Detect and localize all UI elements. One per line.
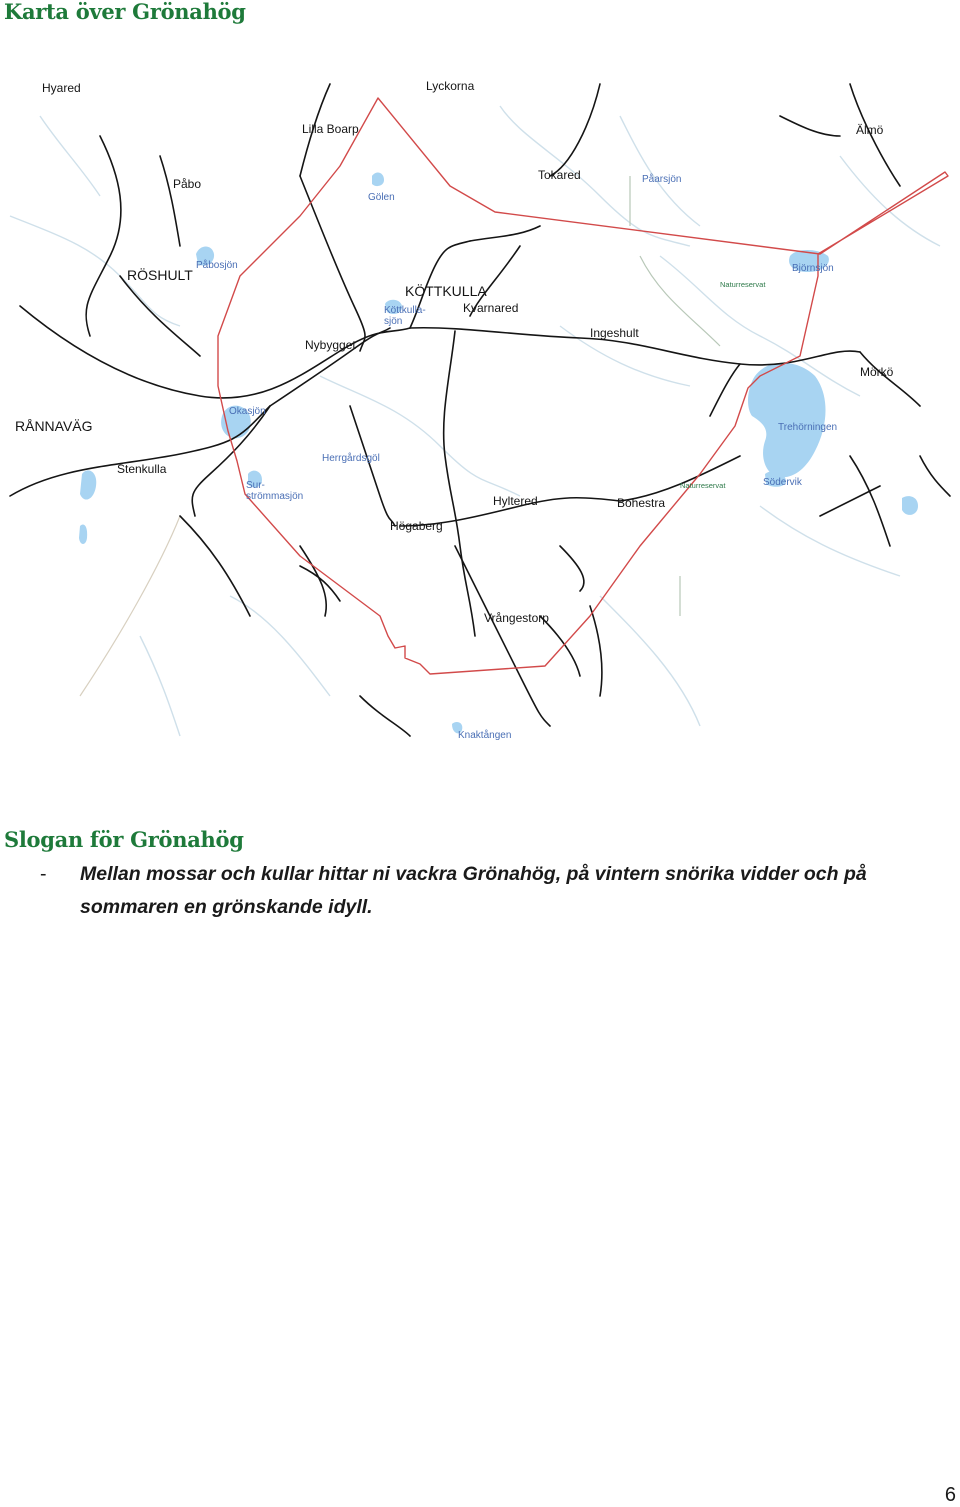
road <box>780 116 840 136</box>
map-label-tokared: Tokared <box>538 168 581 182</box>
road <box>540 616 580 676</box>
lake-golen <box>372 173 384 187</box>
map-label-golen: Gölen <box>368 192 395 203</box>
road <box>560 546 584 591</box>
road <box>455 546 550 726</box>
road <box>590 606 602 696</box>
map-label-kvarnared: Kvarnared <box>463 301 519 315</box>
map-label-sur-strommasjon: Sur-strömmasjön <box>246 480 304 502</box>
map-label-okasjon: Okasjön <box>229 406 266 417</box>
road <box>710 364 740 416</box>
stream <box>230 596 330 696</box>
lake-east <box>902 496 918 515</box>
road <box>470 226 540 241</box>
map-label-knaktangen: Knaktången <box>458 730 512 741</box>
map-label-hyared: Hyared <box>42 81 81 95</box>
list-bullet: - <box>40 863 47 885</box>
road <box>920 456 950 496</box>
road <box>300 176 365 351</box>
lake-trehorningen <box>748 363 825 477</box>
stream <box>320 376 520 496</box>
map-label-stenkulla: Stenkulla <box>117 462 167 476</box>
map-label-naturreservat-2: Naturreservat <box>680 481 726 490</box>
map-label-rannavag: RÅNNAVÄG <box>15 418 93 434</box>
map-label-morko: Mörkö <box>860 365 894 379</box>
lake-west-2 <box>79 525 87 545</box>
road <box>360 696 410 736</box>
map-label-trehorningen: Trehörningen <box>778 422 838 433</box>
map-label-kottkulla-sjon: Köttkulla-sjön <box>384 305 426 327</box>
map-label-hyltered: Hyltered <box>493 494 538 508</box>
map-title: Karta över Grönahög <box>4 0 246 24</box>
road <box>444 331 475 636</box>
map-label-vrangestorp: Vrångestorp <box>484 611 549 625</box>
map-label-lyckorna: Lyckorna <box>426 79 475 93</box>
road <box>620 456 740 501</box>
map-label-pabo: Påbo <box>173 177 202 191</box>
map-label-sodervik: Södervik <box>763 477 802 488</box>
map-label-nybygget: Nybygget <box>305 338 356 352</box>
stream <box>140 636 180 736</box>
road <box>86 136 121 336</box>
road <box>550 84 600 176</box>
map-water <box>79 173 918 734</box>
road <box>350 406 395 526</box>
stream <box>600 596 700 726</box>
map-label-hogaberg: Högaberg <box>390 519 443 533</box>
page-number: 6 <box>944 1484 956 1506</box>
map-figure <box>0 76 960 746</box>
map-label-almo: Älmö <box>856 123 884 137</box>
map-label-bjornsjon: Björnsjön <box>792 263 834 274</box>
road <box>860 352 920 406</box>
map-label-paarsjon: Påarsjön <box>642 174 682 185</box>
map-label-bohestra: Bohestra <box>617 496 666 510</box>
road <box>850 456 890 546</box>
grönahög-map <box>0 76 960 746</box>
lake-west-1 <box>80 470 96 499</box>
road <box>820 486 880 516</box>
stream <box>640 256 720 346</box>
map-label-kottkulla: KÖTTKULLA <box>405 283 487 299</box>
map-label-herrgardsgol: Herrgårdsgöl <box>322 453 380 464</box>
road <box>160 156 180 246</box>
stream <box>40 116 100 196</box>
slogan-text: Mellan mossar och kullar hittar ni vackra Grönahög, på vintern snörika vidder och på sommaren en grönskande idyll. <box>80 863 867 918</box>
map-label-pabosjon: Påbosjön <box>196 260 238 271</box>
map-label-ingeshult: Ingeshult <box>590 326 639 340</box>
map-label-roshult: RÖSHULT <box>127 267 193 283</box>
slogan-title: Slogan för Grönahög <box>4 827 244 852</box>
stream <box>620 116 700 226</box>
map-label-lilla-boarp: Lilla Boarp <box>302 122 359 136</box>
map-label-naturreservat-1: Naturreservat <box>720 280 766 289</box>
stream <box>80 516 180 696</box>
